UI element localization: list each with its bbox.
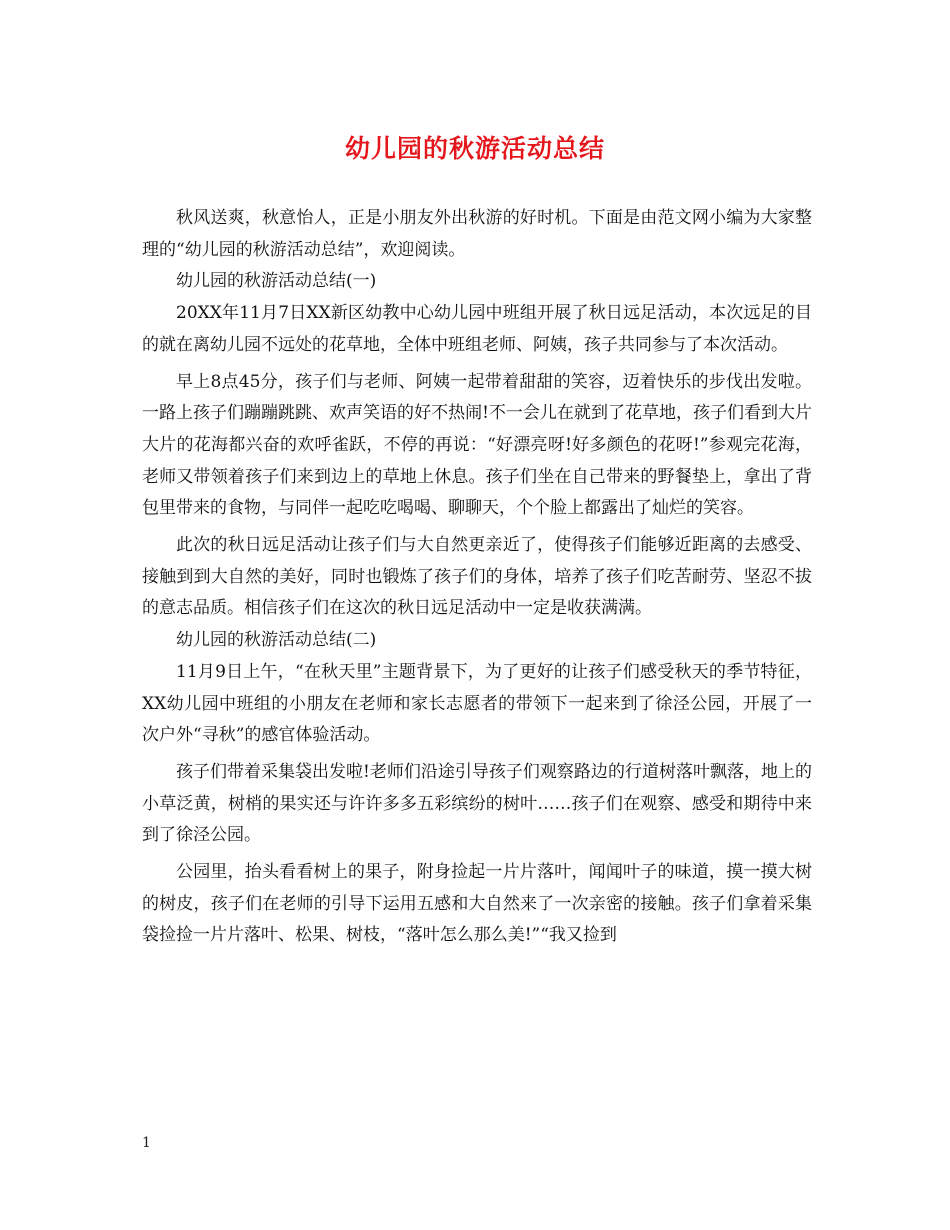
document-body: [142, 203, 812, 952]
paragraph-section1-morning: 早上8点45分，孩子们与老师、阿姨一起带着甜甜的笑容，迈着快乐的步伐出发啦。一路上孩子们蹦蹦跳跳、欢声笑语的好不热闹!不一会儿在就到了花草地，孩子们看到大片大片的花海都兴奋的欢呼雀跃，不停的再说：“好漂亮呀!好多颜色的花呀!”参观完花海，老师又带领着孩子们来到边上的草地上休息。孩子们坐在自己带来的野餐垫上，拿出了背包里带来的食物，与同伴一起吃吃喝喝、聊聊天，个个脸上都露出了灿烂的笑容。: [142, 371, 812, 519]
page-number: 1: [142, 1135, 151, 1151]
paragraph-intro: 秋风送爽，秋意怡人，正是小朋友外出秋游的好时机。下面是由范文网小编为大家整理的“幼儿园的秋游活动总结”，欢迎阅读。: [142, 208, 812, 260]
paragraph-section2-intro: 11月9日上午，“在秋天里”主题背景下，为了更好的让孩子们感受秋天的季节特征，XX幼儿园中班组的小朋友在老师和家长志愿者的带领下一起来到了徐泾公园，开展了一次户外“寻秋”的感官体验活动。: [142, 661, 812, 746]
paragraph-section1-summary: 此次的秋日远足活动让孩子们与大自然更亲近了，使得孩子们能够近距离的去感受、接触到到大自然的美好，同时也锻炼了孩子们的身体，培养了孩子们吃苦耐劳、坚忍不拔的意志品质。相信孩子们在这次的秋日远足活动中一定是收获满满。: [142, 535, 812, 619]
document-title: 幼儿园的秋游活动总结: [344, 134, 605, 163]
paragraph-section1-date: 20XX年11月7日XX新区幼教中心幼儿园中班组开展了秋日远足活动，本次远足的目的就在离幼儿园不远处的花草地，全体中班组老师、阿姨，孩子共同参与了本次活动。: [142, 303, 812, 355]
section-heading-2: 幼儿园的秋游活动总结(二): [176, 630, 377, 651]
section-heading-1: 幼儿园的秋游活动总结(一): [176, 271, 377, 292]
paragraph-section2-park: 公园里，抬头看看树上的果子，附身捡起一片片落叶，闻闻叶子的味道，摸一摸大树的树皮，孩子们在老师的引导下运用五感和大自然来了一次亲密的接触。孩子们拿着采集袋捡捡一片片落叶、松果、树枝，“落叶怎么那么美!”“我又捡到: [142, 862, 812, 946]
paragraph-section2-walk: 孩子们带着采集袋出发啦!老师们沿途引导孩子们观察路边的行道树落叶飘落，地上的小草泛黄，树梢的果实还与许许多多五彩缤纷的树叶……孩子们在观察、感受和期待中来到了徐泾公园。: [142, 761, 812, 846]
